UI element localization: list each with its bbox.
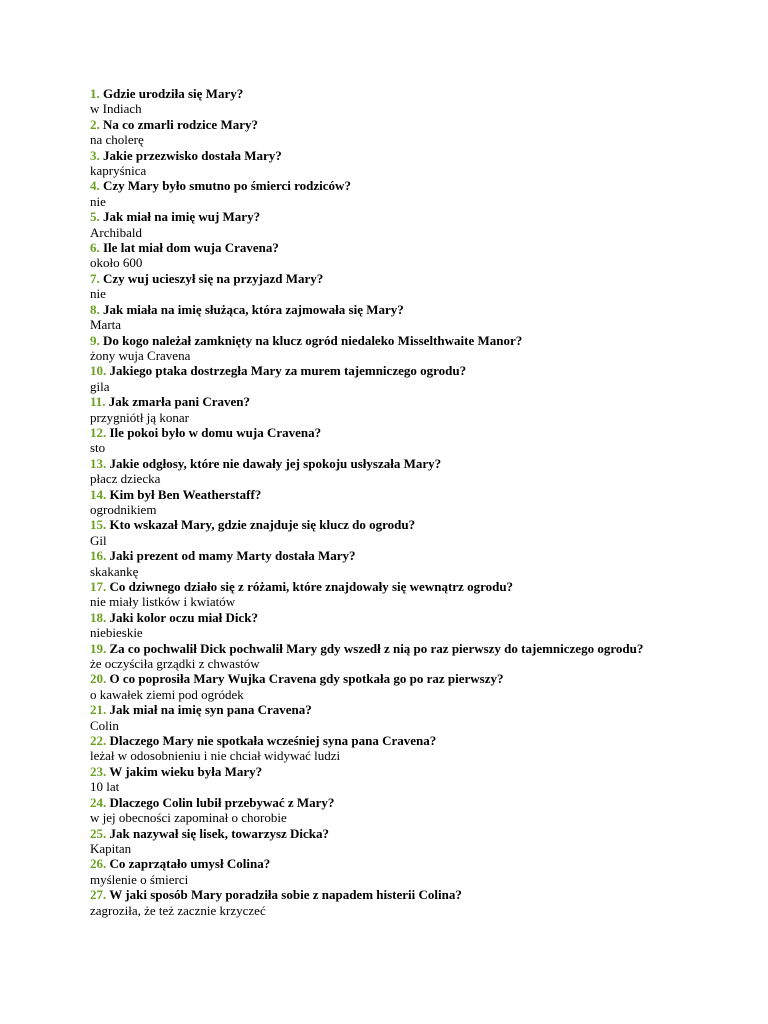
question [90,456,690,471]
question-text: Gdzie urodziła się Mary? [103,86,244,101]
question-text: Ile lat miał dom wuja Cravena? [103,240,279,256]
question-number: 13. [90,455,107,471]
answer: że oczyściła grządki z chwastów [90,656,260,672]
qa-item [90,333,690,364]
answer: ogrodnikiem [90,501,157,517]
question-text: Jak miał na imię syn pana Cravena? [109,702,312,718]
answer: sto [90,440,106,456]
answer: w jej obecności zapominał o chorobie [90,810,287,826]
question-number: 17. [90,579,107,594]
question-number: 8. [90,301,100,317]
qa-item [90,702,690,733]
question-text: Za co pochwalił Dick pochwalił Mary gdy wszedł z nią po raz pierwszy do tajemniczego ogrodu? [109,640,644,656]
question [90,702,690,717]
question-text: Jak miała na imię służąca, która zajmowała się Mary? [103,301,404,317]
question-number: 5. [90,209,100,225]
answer: myślenie o śmierci [90,871,189,887]
question-number: 9. [90,332,100,348]
qa-item [90,487,690,518]
question-text: Na co zmarli rodzice Mary? [103,116,258,132]
question-text: Jak nazywał się lisek, towarzysz Dicka? [109,825,330,841]
qa-item [90,733,690,764]
question-answer-list [90,86,690,918]
question-text: Dlaczego Colin lubił przebywać z Mary? [109,794,335,810]
question [90,333,690,348]
answer: zagroziła, że też zacznie krzyczeć [90,902,266,918]
qa-item [90,425,690,456]
question-text: Jak miał na imię wuj Mary? [103,209,261,225]
question-text: Kim był Ben Weatherstaff? [109,486,262,502]
question [90,487,690,502]
answer: niebieskie [90,625,143,641]
qa-item [90,795,690,826]
question [90,548,690,563]
question-text: W jaki sposób Mary poradziła sobie z napadem histerii Colina? [109,887,462,903]
qa-item [90,178,690,209]
question-number: 10. [90,363,107,379]
question-text: W jakim wieku była Mary? [109,763,263,779]
qa-item [90,579,690,610]
question [90,394,690,409]
answer: Gil [90,532,107,548]
answer: nie miały listków i kwiatów [90,594,236,610]
question-number: 19. [90,640,107,656]
answer: na cholerę [90,132,144,148]
question-text: Jaki prezent od mamy Marty dostała Mary? [109,548,356,564]
qa-item [90,240,690,271]
answer: kapryśnica [90,163,147,179]
qa-item [90,209,690,240]
question [90,641,690,656]
answer: leżał w odosobnieniu i nie chciał widywać ludzi [90,748,341,764]
question-number: 4. [90,178,100,194]
question-number: 21. [90,702,107,718]
qa-item [90,394,690,425]
answer: Marta [90,317,122,333]
question-text: Co dziwnego działo się z różami, które znajdowały się wewnątrz ogrodu? [109,579,514,594]
question-number: 12. [90,424,107,440]
question-text: Jakiego ptaka dostrzegła Mary za murem tajemniczego ogrodu? [109,363,467,379]
question-number: 26. [90,856,107,872]
question [90,209,690,224]
answer: 10 lat [90,779,120,795]
answer: gila [90,378,110,394]
answer: Kapitan [90,840,132,856]
answer: przygniótł ją konar [90,409,189,425]
question-text: Jakie odgłosy, które nie dawały jej spokoju usłyszała Mary? [109,455,442,471]
qa-item [90,363,690,394]
qa-item [90,548,690,579]
question [90,363,690,378]
question [90,856,690,871]
question [90,795,690,810]
question-text: Czy Mary było smutno po śmierci rodziców? [103,178,351,194]
question [90,887,690,902]
question-text: Jaki kolor oczu miał Dick? [109,609,259,625]
qa-item [90,826,690,857]
question [90,579,690,594]
question [90,178,690,193]
answer: nie [90,193,106,209]
question [90,271,690,286]
answer: o kawałek ziemi pod ogródek [90,686,244,702]
qa-item [90,610,690,641]
question-number: 20. [90,671,107,687]
answer: Archibald [90,224,142,240]
question-number: 7. [90,270,100,286]
question-text: Ile pokoi było w domu wuja Cravena? [109,424,322,440]
question-number: 15. [90,517,107,533]
question [90,826,690,841]
question-text: O co poprosiła Mary Wujka Cravena gdy spotkała go po raz pierwszy? [109,671,504,687]
question-number: 2. [90,116,100,132]
question-text: Jak zmarła pani Craven? [108,394,250,410]
question-number: 24. [90,794,107,810]
qa-item [90,271,690,302]
qa-item [90,86,690,117]
qa-item [90,764,690,795]
question [90,764,690,779]
question-text: Czy wuj ucieszył się na przyjazd Mary? [103,270,324,286]
qa-item [90,117,690,148]
question-number: 27. [90,887,107,903]
question-number: 16. [90,548,107,564]
qa-item [90,671,690,702]
qa-item [90,887,690,918]
answer: około 600 [90,255,143,271]
question-text: Jakie przezwisko dostała Mary? [103,147,282,163]
answer: żony wuja Cravena [90,347,191,363]
question-text: Co zaprzątało umysł Colina? [109,856,271,872]
answer: nie [90,286,106,302]
question [90,671,690,686]
question-number: 1. [90,86,100,101]
qa-item [90,456,690,487]
answer: Colin [90,717,119,733]
question [90,86,690,101]
question-number: 22. [90,733,107,749]
question-number: 6. [90,240,100,256]
qa-item [90,148,690,179]
question [90,733,690,748]
question-number: 14. [90,486,107,502]
question [90,240,690,255]
question-number: 3. [90,147,100,163]
question-text: Do kogo należał zamknięty na klucz ogród niedaleko Misselthwaite Manor? [103,332,523,348]
answer: płacz dziecka [90,471,161,487]
question [90,425,690,440]
answer: w Indiach [90,101,142,117]
question [90,117,690,132]
qa-item [90,856,690,887]
question-number: 23. [90,763,107,779]
qa-item [90,302,690,333]
question [90,610,690,625]
question-number: 11. [90,394,106,410]
question-text: Kto wskazał Mary, gdzie znajduje się klucz do ogrodu? [109,517,416,533]
qa-item [90,517,690,548]
question-number: 25. [90,825,107,841]
answer: skakankę [90,563,139,579]
question-text: Dlaczego Mary nie spotkała wcześniej syna pana Cravena? [109,733,437,749]
question [90,148,690,163]
question [90,517,690,532]
question-number: 18. [90,609,107,625]
qa-item [90,641,690,672]
question [90,302,690,317]
